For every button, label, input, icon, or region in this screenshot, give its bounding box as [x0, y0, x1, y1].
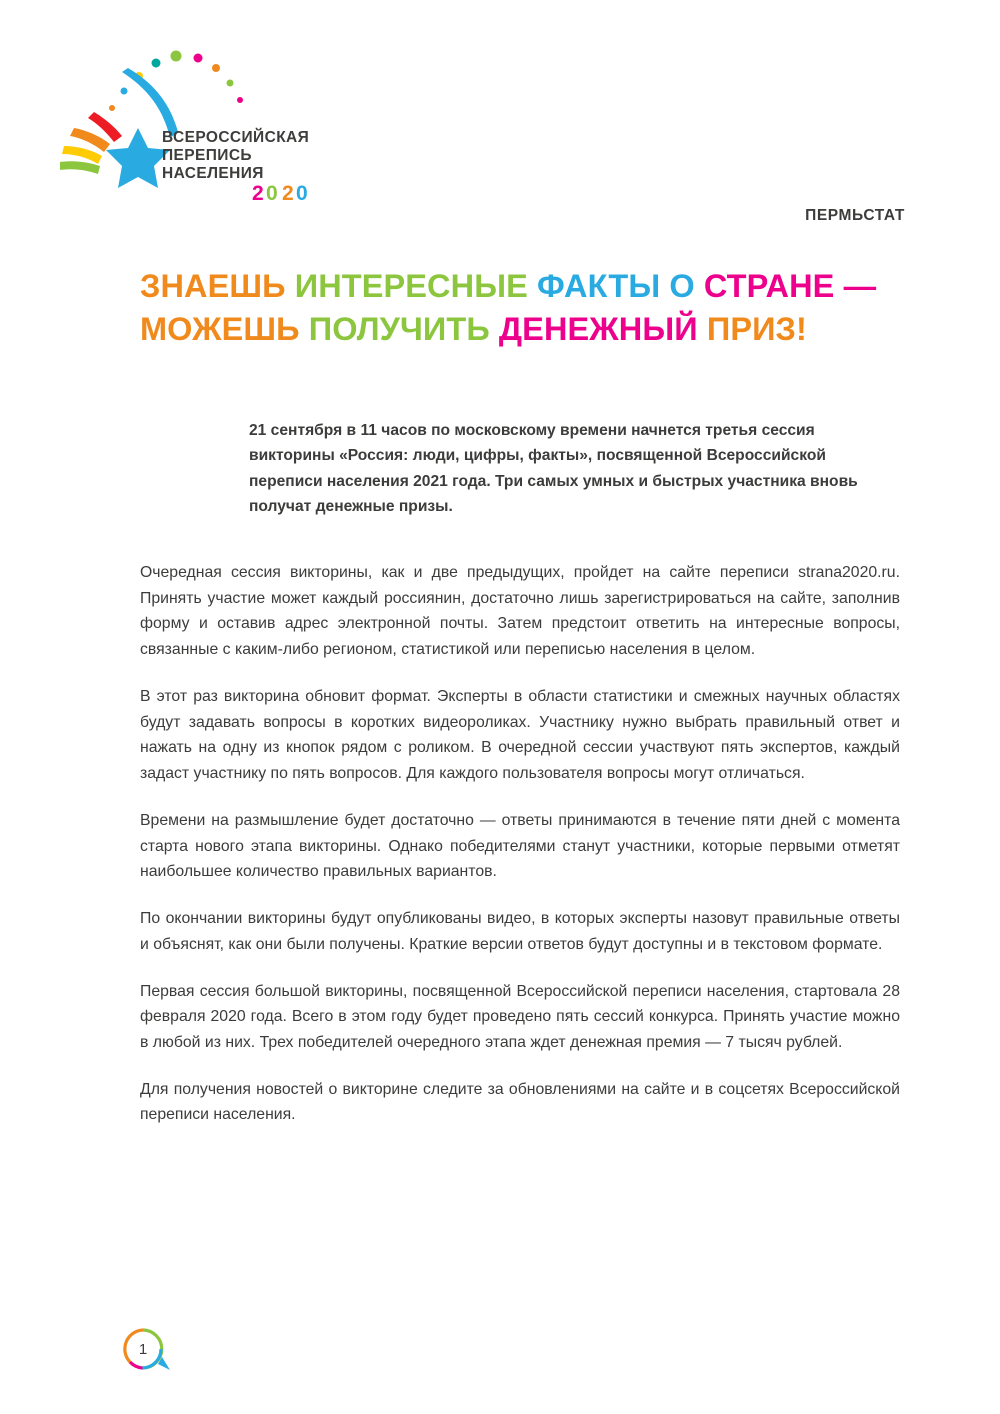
body-paragraph: Времени на размышление будет достаточно — ответы принимаются в течение пяти дней с момента старта нового этапа викторины. Однако победителями станут участники, которые первыми отметят наибольшее количество правильных вариантов.	[140, 811, 900, 881]
body-paragraph: Очередная сессия викторины, как и две предыдущих, пройдет на сайте переписи strana2020.ru. Принять участие может каждый россиянин, достаточно лишь зарегистрироваться на сайте, заполнив форму и оставив адрес электронной почты. Затем предстоит ответить на интересные вопросы, связанные с каким-либо регионом, статистикой или переписью населения в целом.	[140, 564, 900, 659]
title-segment: —	[843, 267, 877, 304]
logo-line-3: НАСЕЛЕНИЯ	[162, 165, 264, 183]
title-segment: ПРИЗ!	[706, 310, 807, 347]
page-number-badge	[120, 1326, 176, 1372]
title-segment: ПОЛУЧИТЬ	[308, 310, 499, 347]
body-paragraph: В этот раз викторина обновит формат. Эксперты в области статистики и смежных научных областях будут задавать вопросы в коротких видеороликах. Участнику нужно выбрать правильный ответ и нажать на одну из кнопок рядом с роликом. В очередной сессии участвуют пять экспертов, каждый задаст участнику по пять вопросов. Для каждого пользователя вопросы могут отличаться.	[140, 687, 900, 783]
body-paragraph: Первая сессия большой викторины, посвященной Всероссийской переписи населения, стартовала 28 февраля 2020 года. Всего в этом году будет проведено пять сессий конкурса. Принять участие можно в любой из них. Трех победителей очередного этапа ждет денежная премия — 7 тысяч рублей.	[140, 982, 900, 1052]
title-segment: СТРАНЕ	[703, 267, 844, 304]
svg-text:2: 2	[282, 182, 294, 205]
article-body	[140, 560, 900, 1128]
title-segment: МОЖЕШЬ	[140, 310, 309, 347]
logo-line-2: ПЕРЕПИСЬ	[162, 147, 252, 165]
title-segment: О	[669, 267, 704, 304]
page-number: 1	[138, 1340, 148, 1358]
body-paragraph: По окончании викторины будут опубликованы видео, в которых эксперты назовут правильные ответы и объяснят, как они были получены. Краткие версии ответов будут доступны и в текстовом формате.	[140, 910, 900, 953]
title-segment: ЗНАЕШЬ	[140, 267, 295, 304]
census-logo-wordmark	[162, 129, 309, 183]
svg-text:2: 2	[252, 182, 264, 205]
title-segment: ДЕНЕЖНЫЙ	[498, 310, 707, 347]
title-segment: ФАКТЫ	[537, 267, 670, 304]
lead-paragraph: 21 сентября в 11 часов по московскому времени начнется третья сессия викторины «Россия: люди, цифры, факты», посвященной Всероссийской переписи населения 2021 года. Три самых умных и быстрых участника вновь получат денежные призы.	[249, 422, 858, 515]
svg-text:0: 0	[266, 182, 278, 205]
body-paragraph: Для получения новостей о викторине следите за обновлениями на сайте и в соцсетях Всероссийской переписи населения.	[140, 1080, 900, 1124]
logo-line-1: ВСЕРОССИЙСКАЯ	[162, 129, 310, 146]
logo-year-2020	[252, 179, 322, 207]
organization-name: ПЕРМЬСТАТ	[805, 207, 905, 224]
page-title	[140, 265, 900, 351]
svg-text:0: 0	[296, 182, 308, 205]
title-segment: ИНТЕРЕСНЫЕ	[294, 267, 538, 304]
census-logo	[44, 42, 344, 205]
